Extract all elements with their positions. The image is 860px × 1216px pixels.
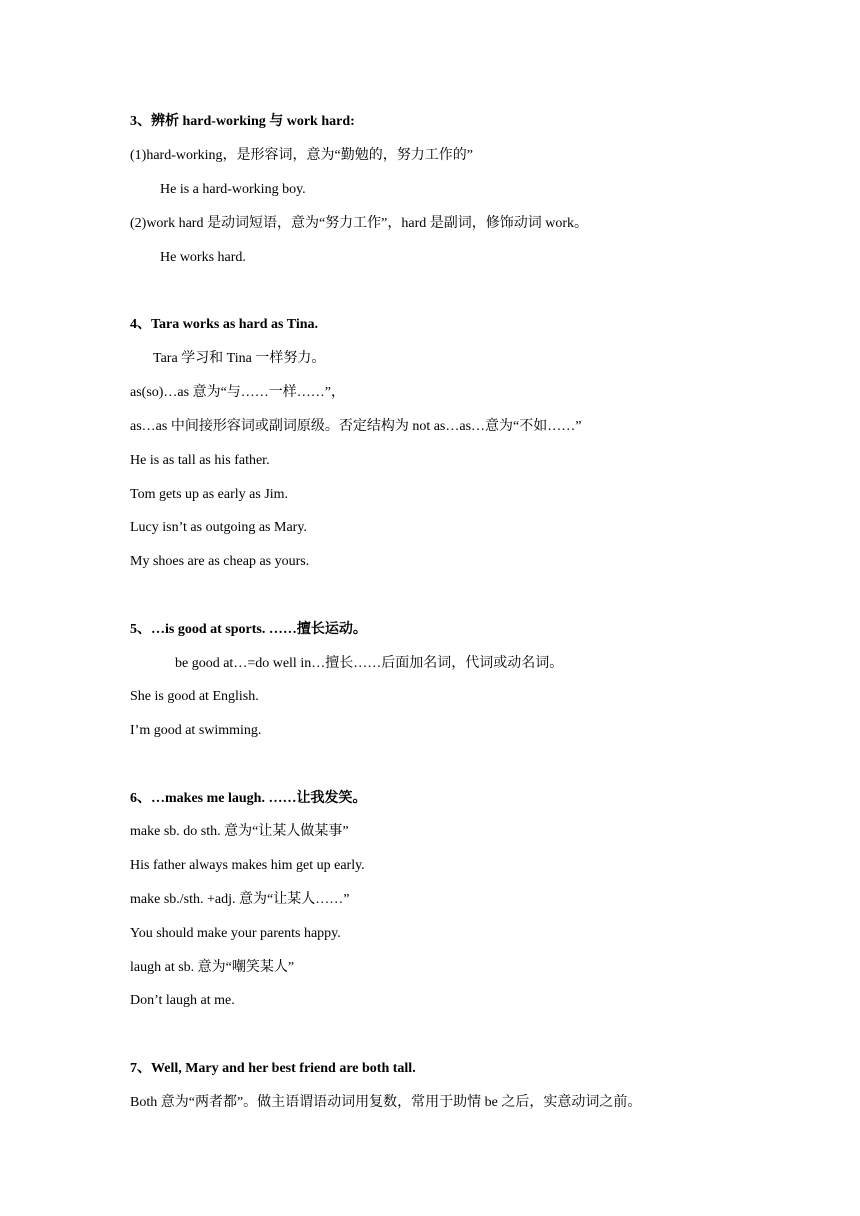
section-6-line-1: make sb. do sth. 意为“让某人做某事” (130, 824, 349, 839)
section-4-translation: Tara 学习和 Tina 一样努力。 (153, 351, 326, 366)
section-6-line-3: laugh at sb. 意为“嘲笑某人” (130, 960, 295, 975)
section-3-line-1: (1)hard-working，是形容词，意为“勤勉的，努力工作的” (130, 148, 473, 163)
section-3-line-2: (2)work hard 是动词短语，意为“努力工作”，hard 是副词，修饰动词 work。 (130, 216, 589, 231)
section-4-example-1: He is as tall as his father. (130, 453, 270, 468)
section-4-example-4: My shoes are as cheap as yours. (130, 554, 310, 569)
section-3-example-1: He is a hard-working boy. (160, 182, 306, 197)
section-5-line-1: be good at…=do well in…擅长……后面加名词，代词或动名词。 (175, 656, 564, 671)
section-5-heading: 5、…is good at sports. ……擅长运动。 (130, 622, 367, 637)
section-4-line-1: as(so)…as 意为“与……一样……”， (130, 385, 346, 400)
section-6-example-1: His father always makes him get up early. (130, 858, 365, 873)
section-6-heading: 6、…makes me laugh. ……让我发笑。 (130, 791, 367, 806)
section-4-heading: 4、Tara works as hard as Tina. (130, 317, 319, 332)
section-5-example-1: She is good at English. (130, 689, 259, 704)
section-6-example-2: You should make your parents happy. (130, 926, 341, 941)
section-3-heading: 3、辨析 hard-working 与 work hard: (130, 114, 355, 129)
section-4-example-2: Tom gets up as early as Jim. (130, 487, 289, 502)
section-6-example-3: Don’t laugh at me. (130, 993, 235, 1008)
section-3-example-2: He works hard. (160, 250, 246, 265)
section-5-example-2: I’m good at swimming. (130, 723, 262, 738)
section-7-line-1: Both 意为“两者都”。做主语谓语动词用复数，常用于助情 be 之后，实意动词之前。 (130, 1095, 642, 1110)
section-7-heading: 7、Well, Mary and her best friend are both tall. (130, 1061, 416, 1076)
section-4-line-2: as…as 中间接形容词或副词原级。否定结构为 not as…as…意为“不如……” (130, 419, 582, 434)
section-4-example-3: Lucy isn’t as outgoing as Mary. (130, 520, 307, 535)
section-6-line-2: make sb./sth. +adj. 意为“让某人……” (130, 892, 350, 907)
